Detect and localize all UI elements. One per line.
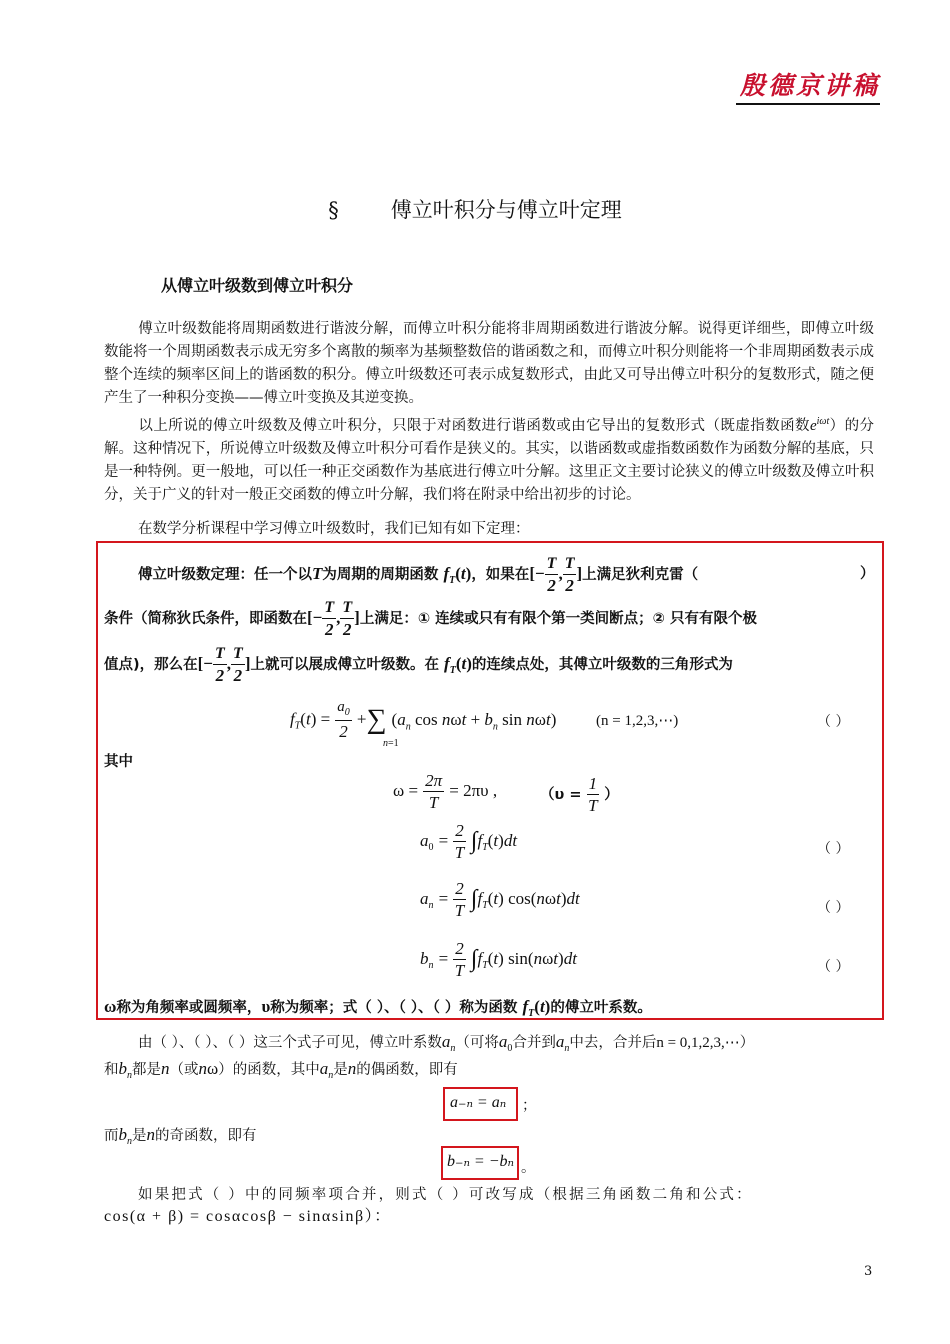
section-subtitle: 从傅立叶级数到傅立叶积分 [161, 276, 354, 295]
theorem-l1a: 傅立叶级数定理：任一个以 [138, 567, 312, 583]
after-l2b: 都是 [132, 1062, 161, 1078]
after-line-1: 由（ ）、（ ）、（ ）这三个式子可见，傅立叶系数$a_n$（可将$a_0$合并到$a_n$中去，合并后n = 0,1,2,3,⋯） [138, 1032, 755, 1054]
after-l1a: 由（ ）、（ ）、（ ）这三个式子可见，傅立叶系数 [138, 1035, 442, 1051]
after-l3b: 是 [132, 1128, 147, 1144]
theorem-l1c: ，如果在 [471, 567, 530, 583]
after-l3a: 而 [104, 1128, 119, 1144]
page-number: 3 [864, 1264, 873, 1279]
period: 。 [521, 1160, 536, 1176]
title-text: 傅立叶积分与傅立叶定理 [390, 198, 622, 222]
after-l2c: （或 [169, 1062, 199, 1078]
theorem-l3a: 值点)，那么在 [104, 657, 198, 673]
after-l2d: ）的函数，其中 [218, 1062, 320, 1078]
theorem-line-3: 值点)，那么在[− $\frac{T}{2}$ , $\frac{T}{2}$ ]上就可以展成傅立叶级数。在 $f_T(t)$的连续点处，其傅立叶级数的三角形式为 [104, 645, 733, 685]
intro-p2-text-a: 以上所说的傅立叶级数及傅立叶积分，只限于对函数进行谐函数或由它导出的复数形式（既虚指数函数 [138, 417, 810, 434]
equation-number-2: （ ） [817, 841, 850, 857]
after-l2a: 和 [104, 1062, 119, 1078]
after-l1e: n = 0,1,2,3,⋯ [656, 1035, 740, 1051]
exp-symbol: e [809, 417, 817, 434]
equation-number-3: （ ） [817, 900, 850, 916]
intro-paragraph-2 [104, 410, 874, 507]
theorem-line-2: 条件（简称狄氏条件，即函数在[− $\frac{T}{2}$ , $\frac{T}{2}$ ]上满足：① 连续或只有有限个第一类间断点；② 只有有限个极 [104, 599, 757, 639]
after-l3c: 的奇函数，即有 [155, 1128, 257, 1144]
after-l1c: 合并到 [512, 1035, 556, 1051]
exp-superscript: iωt [816, 416, 830, 427]
after-line-4: 如果把式（ ）中的同频率项合并，则式（ ）可改写成（根据三角函数二角和公式： [138, 1187, 753, 1203]
theorem-l3b: 上就可以展成傅立叶级数。在 [250, 657, 439, 673]
after-l1f: ） [739, 1035, 755, 1051]
omega-equation: ω = $\frac{2\pi}{T}$ = 2πυ , [393, 771, 498, 812]
nu-close: ） [604, 787, 619, 803]
after-l2f: 的偶函数，即有 [356, 1062, 458, 1078]
theorem-l2a: 条件（简称狄氏条件，即函数在 [104, 611, 307, 627]
semicolon: ； [522, 1098, 537, 1114]
after-l1d: 中去，合并后 [569, 1035, 657, 1051]
intro-p1-text: 傅立叶级数能将周期函数进行谐波分解，而傅立叶积分能将非周期函数进行谐波分解。说得更详细些，即傅立叶级数能将一个周期函数表示成无穷多个离散的频率为基频整数倍的谐函数之和，而傅立叶积分则能将一个非周期函数表示成整个连续的频率区间上的谐函数的积分。傅立叶级数还可表示成复数形式，由此又可导出傅立叶积分的复数形式，随之便产生了一种积分变换——傅立叶变换及其逆变换。 [104, 321, 874, 406]
footer-c: 的傅立叶系数。 [550, 1000, 652, 1016]
theorem-l2b: 上满足：① 连续或只有有限个第一类间断点；② 只有有限个极 [359, 611, 757, 627]
after-line-2: 和$b_n$都是n（或nω）的函数，其中$a_n$是n的偶函数，即有 [104, 1059, 458, 1081]
intro-paragraph-3 [104, 518, 874, 541]
even-equation: a₋ₙ = aₙ [450, 1094, 507, 1111]
page-title [0, 194, 950, 224]
header-rule [736, 103, 880, 105]
theorem-l3c: 的连续点处，其傅立叶级数的三角形式为 [471, 657, 733, 673]
after-l2e: 是 [333, 1062, 348, 1078]
after-line-5: cos(α + β) = cosαcosβ − sinαsinβ）： [104, 1208, 392, 1225]
intro-p3-text: 在数学分析课程中学习傅立叶级数时，我们已知有如下定理： [138, 521, 530, 537]
nu-label: （υ = [540, 787, 582, 803]
theorem-l1d: 上满足狄利克雷（ [582, 567, 699, 583]
theorem-footer: ω称为角频率或圆频率，υ称为频率；式（ ）、（ ）、（ ）称为函数 $f_T(t)$的傅立叶系数。 [104, 997, 652, 1019]
equation-number-1: （ ） [817, 714, 850, 730]
section-symbol: § [328, 198, 339, 222]
author-logo: 殷德京讲稿 [739, 71, 880, 100]
qizhong-label: 其中 [104, 754, 133, 770]
theorem-l1-close: ） [860, 566, 875, 582]
footer-a: 称为角频率或圆频率， [116, 1000, 262, 1016]
an-equation: $a_n$ = $\frac{2}{T}$ $\int f_T(t)$ cos(nωt)dt [420, 879, 580, 920]
intro-p2-text-b: ）的分解。这种情况下，所说傅立叶级数及傅立叶积分可看作是狭义的。其实，以谐函数或虚指数函数作为函数分解的基底，只是一种特例。更一般地，可以任一种正交函数作为基底进行傅立叶分解。这里正文主要讨论狭义的傅立叶级数及傅立叶积分，关于广义的针对一般正交函数的傅立叶分解，我们将在附录中给出初步的讨论。 [104, 417, 875, 503]
theorem-l1b: 为周期的周期函数 [322, 567, 439, 583]
nu-definition: （υ = $\frac{1}{T}$ ） [540, 774, 619, 815]
bn-equation: $b_n$ = $\frac{2}{T}$ $\int f_T(t)$ sin(nωt)dt [420, 939, 577, 980]
odd-equation: b₋ₙ = −bₙ [447, 1153, 515, 1170]
after-line-3: 而$b_n$是n的奇函数，即有 [104, 1125, 257, 1147]
fourier-series-equation: $f_T(t)$ = $\frac{a_0}{2}$ +∑ ($a_n$ $\cos n\omega t + b_n$ sin nωt) n=1 [290, 699, 557, 749]
equation-number-4: （ ） [817, 959, 850, 975]
a0-equation: $a_0$ = $\frac{2}{T}$ $\int f_T(t)dt$ [420, 821, 518, 862]
footer-b: 称为频率；式（ ）、（ ）、（ ）称为函数 [270, 1000, 518, 1016]
n-range: (n = 1,2,3,⋯) [596, 713, 679, 729]
intro-paragraph-1 [104, 318, 874, 410]
after-l1b: （可将 [455, 1035, 499, 1051]
theorem-line-1: 傅立叶级数定理：任一个以T为周期的周期函数 $f_T(t)$，如果在[− $\frac{T}{2}$ , $\frac{T}{2}$ ]上满足狄利克雷（ [138, 555, 699, 595]
